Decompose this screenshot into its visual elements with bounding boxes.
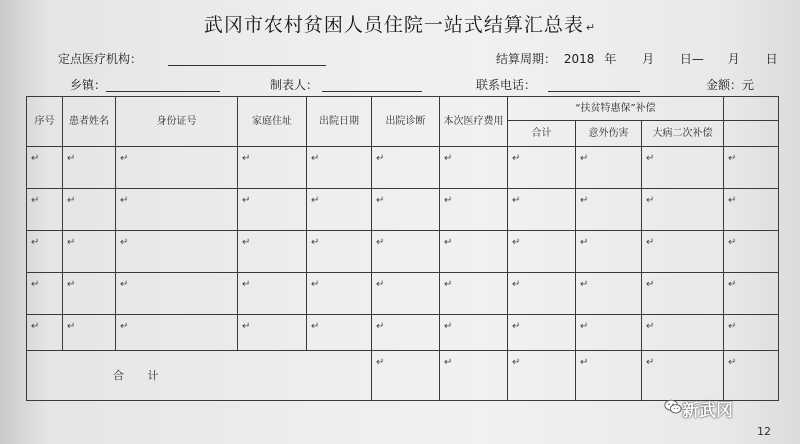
institution-label: 定点医疗机构： bbox=[58, 52, 143, 66]
total-cell[interactable]: ↵ bbox=[508, 351, 576, 401]
preparer-label: 制表人： bbox=[270, 78, 319, 92]
header-extra bbox=[724, 97, 779, 121]
table-cell[interactable]: ↵ bbox=[238, 147, 307, 189]
table-cell[interactable]: ↵ bbox=[27, 315, 63, 351]
township-field[interactable] bbox=[106, 91, 220, 92]
table-cell[interactable]: ↵ bbox=[307, 147, 372, 189]
table-cell[interactable]: ↵ bbox=[440, 231, 508, 273]
header-address: 家庭住址 bbox=[238, 97, 307, 147]
table-cell[interactable]: ↵ bbox=[238, 231, 307, 273]
table-row bbox=[27, 189, 779, 231]
table-cell[interactable]: ↵ bbox=[724, 147, 779, 189]
table-cell[interactable]: ↵ bbox=[116, 189, 238, 231]
total-label: 合 计 bbox=[113, 369, 169, 382]
table-cell[interactable]: ↵ bbox=[642, 147, 724, 189]
table-cell[interactable]: ↵ bbox=[440, 273, 508, 315]
table-cell[interactable]: ↵ bbox=[372, 315, 440, 351]
total-cell[interactable]: ↵ bbox=[724, 351, 779, 401]
table-cell[interactable]: ↵ bbox=[372, 273, 440, 315]
total-cell[interactable]: ↵ bbox=[576, 351, 642, 401]
table-cell[interactable]: ↵ bbox=[116, 231, 238, 273]
table-cell[interactable]: ↵ bbox=[307, 315, 372, 351]
table-cell[interactable]: ↵ bbox=[508, 273, 576, 315]
table-cell[interactable]: ↵ bbox=[307, 273, 372, 315]
table-cell[interactable]: ↵ bbox=[116, 147, 238, 189]
table-cell[interactable]: ↵ bbox=[307, 189, 372, 231]
header-poverty-insurance: “扶贫特惠保”补偿 bbox=[508, 97, 724, 121]
table-row bbox=[27, 315, 779, 351]
header-subtotal: 合计 bbox=[508, 121, 576, 147]
table-cell[interactable]: ↵ bbox=[63, 273, 116, 315]
header-diagnosis: 出院诊断 bbox=[372, 97, 440, 147]
table-row bbox=[27, 231, 779, 273]
header-critical-illness: 大病二次补偿 bbox=[642, 121, 724, 147]
header-extra-sub bbox=[724, 121, 779, 147]
phone-label: 联系电话： bbox=[476, 78, 537, 92]
table-cell[interactable]: ↵ bbox=[642, 189, 724, 231]
table-cell[interactable]: ↵ bbox=[307, 231, 372, 273]
table-cell[interactable]: ↵ bbox=[642, 315, 724, 351]
institution-field[interactable] bbox=[168, 65, 326, 66]
table-cell[interactable]: ↵ bbox=[63, 315, 116, 351]
table-cell[interactable]: ↵ bbox=[116, 273, 238, 315]
table-cell[interactable]: ↵ bbox=[724, 189, 779, 231]
table-cell[interactable]: ↵ bbox=[508, 315, 576, 351]
total-cell[interactable]: ↵ bbox=[642, 351, 724, 401]
table-cell[interactable]: ↵ bbox=[372, 147, 440, 189]
total-cell[interactable]: ↵ bbox=[372, 351, 440, 401]
phone-field[interactable] bbox=[548, 91, 640, 92]
table-row bbox=[27, 273, 779, 315]
table-cell[interactable]: ↵ bbox=[576, 231, 642, 273]
table-cell[interactable]: ↵ bbox=[576, 273, 642, 315]
header-id-number: 身份证号 bbox=[116, 97, 238, 147]
table-cell[interactable]: ↵ bbox=[508, 231, 576, 273]
township-label: 乡镇： bbox=[70, 78, 107, 92]
table-cell[interactable]: ↵ bbox=[63, 189, 116, 231]
header-patient-name: 患者姓名 bbox=[63, 97, 116, 147]
settlement-table bbox=[26, 96, 779, 401]
table-cell[interactable]: ↵ bbox=[27, 231, 63, 273]
table-cell[interactable]: ↵ bbox=[576, 147, 642, 189]
table-cell[interactable]: ↵ bbox=[27, 273, 63, 315]
table-cell[interactable]: ↵ bbox=[576, 315, 642, 351]
total-row bbox=[27, 351, 779, 401]
table-cell[interactable]: ↵ bbox=[440, 189, 508, 231]
table-cell[interactable]: ↵ bbox=[642, 231, 724, 273]
table-cell[interactable]: ↵ bbox=[576, 189, 642, 231]
table-cell[interactable]: ↵ bbox=[238, 273, 307, 315]
table-cell[interactable]: ↵ bbox=[63, 231, 116, 273]
document-title: 武冈市农村贫困人员住院一站式结算汇总表 ↵ bbox=[203, 14, 597, 36]
table-cell[interactable]: ↵ bbox=[724, 315, 779, 351]
table-cell[interactable]: ↵ bbox=[642, 273, 724, 315]
table-cell[interactable]: ↵ bbox=[63, 147, 116, 189]
header-discharge-date: 出院日期 bbox=[307, 97, 372, 147]
table-cell[interactable]: ↵ bbox=[372, 189, 440, 231]
table-cell[interactable]: ↵ bbox=[724, 273, 779, 315]
wechat-icon bbox=[664, 398, 682, 416]
page-number: 12 bbox=[757, 425, 771, 438]
table-cell[interactable]: ↵ bbox=[238, 189, 307, 231]
table-cell[interactable]: ↵ bbox=[508, 147, 576, 189]
table-cell[interactable]: ↵ bbox=[238, 315, 307, 351]
table-cell[interactable]: ↵ bbox=[440, 315, 508, 351]
preparer-field[interactable] bbox=[322, 91, 422, 92]
table-row bbox=[27, 147, 779, 189]
table-cell[interactable]: ↵ bbox=[116, 315, 238, 351]
table-cell[interactable]: ↵ bbox=[372, 231, 440, 273]
table-cell[interactable]: ↵ bbox=[27, 147, 63, 189]
total-cell[interactable]: ↵ bbox=[440, 351, 508, 401]
total-label-cell bbox=[27, 351, 372, 401]
header-accident: 意外伤害 bbox=[576, 121, 642, 147]
table-cell[interactable]: ↵ bbox=[508, 189, 576, 231]
settlement-period: 结算周期： 2018 年 月 日— 月 日 bbox=[496, 52, 778, 66]
watermark-text: 新武冈 bbox=[682, 401, 733, 421]
table-cell[interactable]: ↵ bbox=[440, 147, 508, 189]
table-cell[interactable]: ↵ bbox=[724, 231, 779, 273]
header-seq: 序号 bbox=[27, 97, 63, 147]
header-medical-cost: 本次医疗费用 bbox=[440, 97, 508, 147]
table-cell[interactable]: ↵ bbox=[27, 189, 63, 231]
amount-label: 金额：元 bbox=[706, 78, 755, 92]
